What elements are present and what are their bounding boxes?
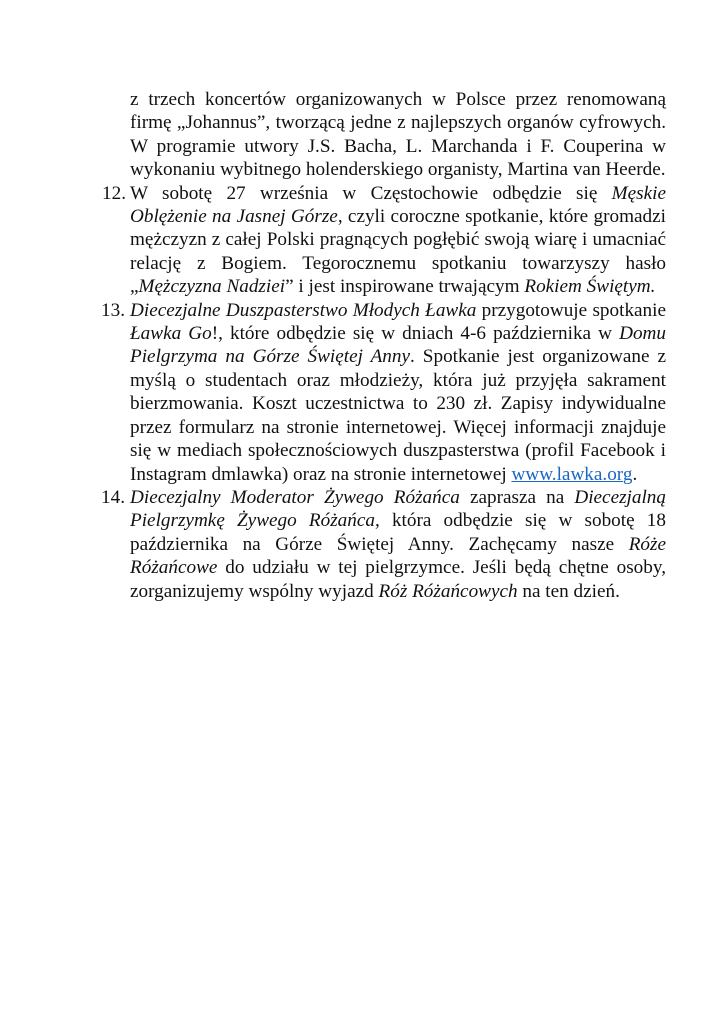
continuation-paragraph: z trzech koncertów organizowanych w Polsce przez renomowaną firmę „Johannus”, tworzącą jedne z najlepszych organów cyfrowych. W programie utwory J.S. Bacha, L. Marchanda i F. Couperina w wykonaniu wybitnego holenderskiego organisty, Martina van Heerde. bbox=[130, 89, 666, 181]
text-segment: , czyli coroczne spotkanie, które gromadzi mężczyzn z całej Polski pragnących pogłębić swoją wiarę i umacniać relację z Bogiem. Tegorocznemu spotkaniu towarzyszy hasło „ bbox=[130, 206, 666, 298]
italic-segment: Domu Pielgrzyma na Górze Świętej Anny bbox=[130, 323, 667, 368]
text-segment: . Spotkanie jest organizowane z myślą o studentach oraz młodzieży, która już przyjęła sakrament bierzmowania. Koszt uczestnictwa to 230 zł. Zapisy indywidualne przez formularz na stronie internetowej. Więcej informacji znajduje się w mediach społecznościowych duszpasterstwa (profil Facebook i Instagram dmlawka) oraz na stronie internetowej bbox=[130, 346, 666, 485]
list-item-12 bbox=[102, 182, 666, 299]
list-item-14 bbox=[101, 486, 666, 603]
text-segment: , która odbędzie się w sobotę 18 października na Górze Świętej Anny. Zachęcamy nasze bbox=[130, 510, 666, 555]
italic-segment: Róże Różańcowe bbox=[130, 533, 666, 579]
list-number: 13. bbox=[101, 299, 125, 321]
document-content bbox=[101, 88, 667, 603]
text-segment: ” i jest inspirowane trwającym bbox=[285, 276, 525, 298]
list-item-13 bbox=[101, 299, 667, 486]
list-item-text bbox=[130, 300, 666, 485]
text-segment: zaprasza na bbox=[459, 486, 575, 508]
italic-segment: Ławka Go bbox=[130, 323, 212, 345]
italic-segment: Męskie Oblężenie na Jasnej Górze bbox=[130, 182, 666, 228]
text-segment: . bbox=[632, 463, 638, 485]
text-segment: !, które odbędzie się w dniach 4-6 października w bbox=[211, 323, 620, 345]
text-segment: do udziału w tej pielgrzymce. Jeśli będą chętne osoby, zorganizujemy wspólny wyjazd bbox=[130, 557, 666, 602]
list-number: 12. bbox=[102, 182, 126, 204]
text-segment: W sobotę 27 września w Częstochowie odbędzie się bbox=[130, 182, 612, 204]
italic-segment: Mężczyzna Nadziei bbox=[138, 276, 286, 298]
italic-segment: Rokiem Świętym. bbox=[524, 276, 656, 298]
list-item-text bbox=[130, 487, 666, 602]
list-number: 14. bbox=[101, 486, 125, 508]
text-segment: na ten dzień. bbox=[517, 580, 620, 602]
italic-segment: Diecezjalny Moderator Żywego Różańca bbox=[130, 486, 460, 508]
italic-segment: Róż Różańcowych bbox=[378, 580, 518, 602]
italic-segment: Diecezjalne Duszpasterstwo Młodych Ławka bbox=[130, 299, 477, 321]
italic-segment: Diecezjalną Pielgrzymkę Żywego Różańca bbox=[130, 486, 666, 532]
text-segment: przygotowuje spotkanie bbox=[476, 299, 666, 321]
list-item-text bbox=[130, 183, 666, 298]
website-link[interactable]: www.lawka.org bbox=[511, 463, 633, 485]
